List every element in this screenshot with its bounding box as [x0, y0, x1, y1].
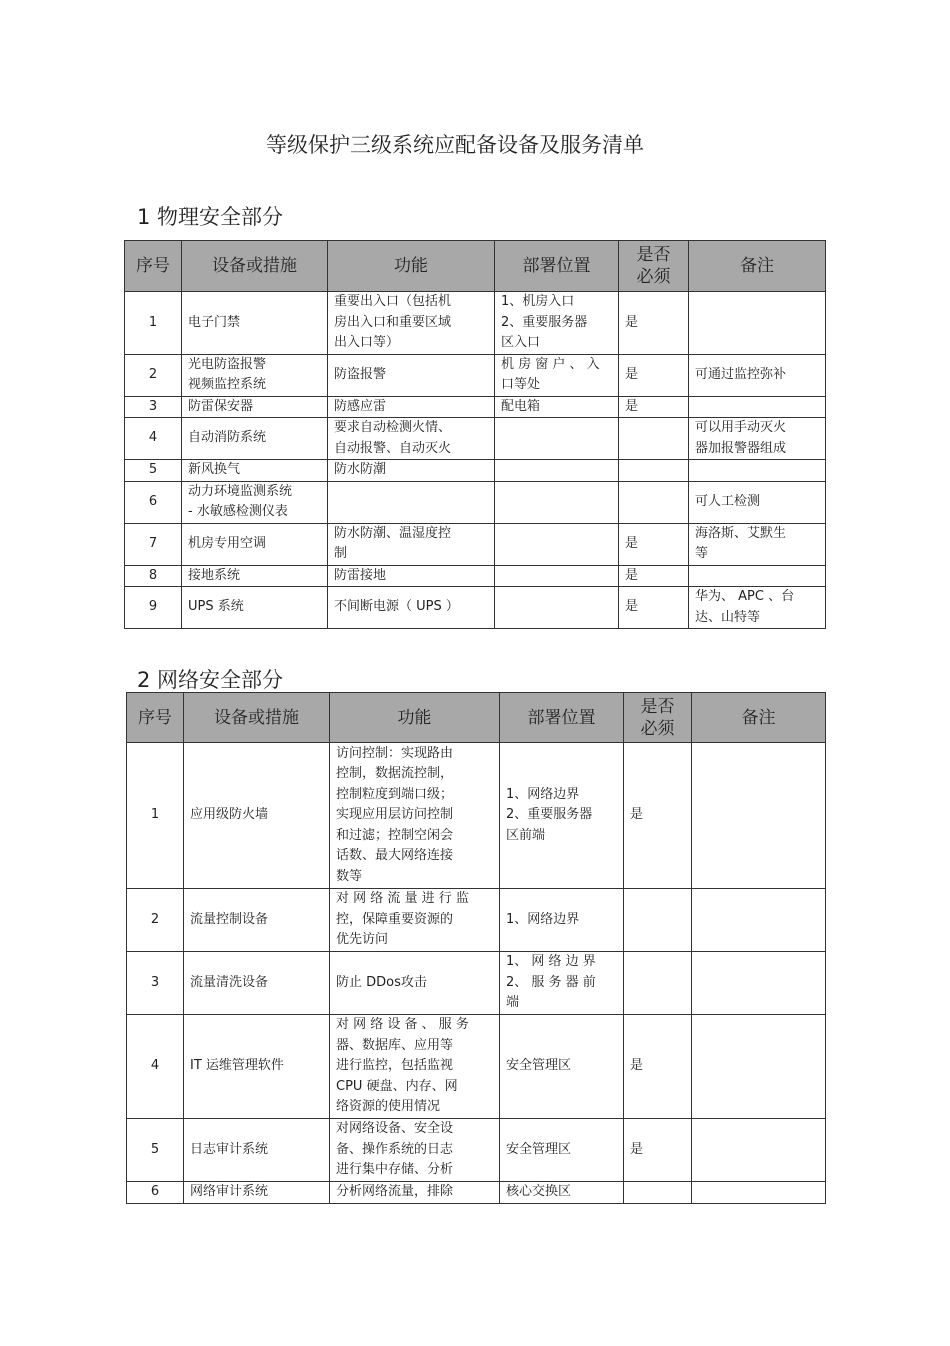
header-cell: 设备或措施	[182, 241, 328, 292]
cell-note: 可人工检测	[689, 481, 826, 523]
table-row	[125, 396, 826, 418]
cell-location: 1、网络边界 2、重要服务器 区前端	[500, 743, 624, 889]
cell-required: 是	[624, 743, 692, 889]
cell-required: 是	[624, 1015, 692, 1119]
cell-note	[689, 565, 826, 587]
header-cell: 是否 必须	[619, 241, 689, 292]
cell-note	[692, 889, 826, 952]
cell-device: 接地系统	[182, 565, 328, 587]
cell-required	[624, 1182, 692, 1204]
header-cell: 备注	[689, 241, 826, 292]
table-header-row	[127, 693, 826, 743]
cell-required: 是	[619, 292, 689, 355]
header-cell: 序号	[125, 241, 182, 292]
cell-note	[689, 460, 826, 482]
cell-device: 光电防盗报警 视频监控系统	[182, 354, 328, 396]
cell-index: 2	[125, 354, 182, 396]
cell-index: 8	[125, 565, 182, 587]
table-row	[125, 523, 826, 565]
cell-function: 分析网络流量，排除	[330, 1182, 500, 1204]
cell-note: 可通过监控弥补	[689, 354, 826, 396]
cell-function: 防雷接地	[328, 565, 495, 587]
header-cell: 部署位置	[500, 693, 624, 743]
table-row	[127, 743, 826, 889]
cell-required: 是	[619, 396, 689, 418]
cell-device: 自动消防系统	[182, 418, 328, 460]
cell-function: 对 网 络 流 量 进 行 监 控，保障重要资源的 优先访问	[330, 889, 500, 952]
header-cell: 是否 必须	[624, 693, 692, 743]
cell-note	[692, 952, 826, 1015]
header-cell: 部署位置	[495, 241, 619, 292]
cell-required	[619, 481, 689, 523]
cell-device: 动力环境监测系统 - 水敏感检测仪表	[182, 481, 328, 523]
cell-required	[619, 418, 689, 460]
physical-security-table	[124, 240, 826, 629]
cell-note	[692, 743, 826, 889]
table-row	[125, 481, 826, 523]
table-row	[127, 1015, 826, 1119]
cell-index: 7	[125, 523, 182, 565]
cell-device: 机房专用空调	[182, 523, 328, 565]
cell-index: 3	[125, 396, 182, 418]
cell-device: 新风换气	[182, 460, 328, 482]
document-title: 等级保护三级系统应配备设备及服务清单	[266, 133, 644, 157]
cell-function: 对 网 络 设 备 、 服 务 器、数据库、应用等 进行监控，包括监视 CPU 硬盘、内存、网 络资源的使用情况	[330, 1015, 500, 1119]
cell-location: 1、 网 络 边 界 2、 服 务 器 前 端	[500, 952, 624, 1015]
cell-index: 6	[127, 1182, 184, 1204]
cell-note: 可以用手动灭火 器加报警器组成	[689, 418, 826, 460]
table-row	[125, 418, 826, 460]
cell-index: 4	[127, 1015, 184, 1119]
cell-function: 防感应雷	[328, 396, 495, 418]
cell-note	[692, 1015, 826, 1119]
cell-required: 是	[624, 1119, 692, 1182]
table-row	[127, 1119, 826, 1182]
cell-function: 防盗报警	[328, 354, 495, 396]
table-row	[127, 889, 826, 952]
cell-location: 1、网络边界	[500, 889, 624, 952]
cell-function: 重要出入口（包括机 房出入口和重要区域 出入口等）	[328, 292, 495, 355]
cell-device: 防雷保安器	[182, 396, 328, 418]
cell-function: 不间断电源（ UPS ）	[328, 587, 495, 629]
cell-location	[495, 523, 619, 565]
cell-function: 防水防潮	[328, 460, 495, 482]
cell-device: 电子门禁	[182, 292, 328, 355]
cell-required	[624, 952, 692, 1015]
table-row	[127, 952, 826, 1015]
cell-location: 核心交换区	[500, 1182, 624, 1204]
cell-index: 5	[125, 460, 182, 482]
header-cell: 序号	[127, 693, 184, 743]
cell-note	[692, 1182, 826, 1204]
cell-required: 是	[619, 565, 689, 587]
cell-device: IT 运维管理软件	[184, 1015, 330, 1119]
cell-required: 是	[619, 354, 689, 396]
cell-function: 防水防潮、温湿度控 制	[328, 523, 495, 565]
cell-function: 要求自动检测火情、 自动报警、自动灭火	[328, 418, 495, 460]
cell-location	[495, 587, 619, 629]
cell-location	[495, 418, 619, 460]
cell-device: 网络审计系统	[184, 1182, 330, 1204]
table-row	[125, 354, 826, 396]
cell-device: 流量清洗设备	[184, 952, 330, 1015]
cell-location: 机 房 窗 户 、 入 口等处	[495, 354, 619, 396]
cell-function	[328, 481, 495, 523]
cell-device: 流量控制设备	[184, 889, 330, 952]
cell-required	[624, 889, 692, 952]
cell-index: 3	[127, 952, 184, 1015]
cell-index: 2	[127, 889, 184, 952]
cell-location: 安全管理区	[500, 1119, 624, 1182]
cell-device: 应用级防火墙	[184, 743, 330, 889]
cell-function: 防止 DDos攻击	[330, 952, 500, 1015]
cell-required: 是	[619, 587, 689, 629]
cell-note: 华为、 APC 、台 达、山特等	[689, 587, 826, 629]
table-row	[125, 587, 826, 629]
table-row	[125, 460, 826, 482]
cell-note	[692, 1119, 826, 1182]
cell-note	[689, 292, 826, 355]
cell-location	[495, 460, 619, 482]
cell-device: UPS 系统	[182, 587, 328, 629]
header-cell: 功能	[330, 693, 500, 743]
cell-index: 1	[125, 292, 182, 355]
cell-function: 访问控制：实现路由 控制，数据流控制， 控制粒度到端口级； 实现应用层访问控制 和过滤；控制空闲会 话数、最大网络连接 数等	[330, 743, 500, 889]
cell-required	[619, 460, 689, 482]
section-heading-network: 2 网络安全部分	[137, 668, 284, 692]
header-cell: 功能	[328, 241, 495, 292]
cell-location	[495, 565, 619, 587]
table-header-row	[125, 241, 826, 292]
cell-index: 6	[125, 481, 182, 523]
cell-index: 9	[125, 587, 182, 629]
cell-location	[495, 481, 619, 523]
table-row	[125, 292, 826, 355]
cell-location: 配电箱	[495, 396, 619, 418]
table-row	[125, 565, 826, 587]
cell-device: 日志审计系统	[184, 1119, 330, 1182]
cell-location: 1、机房入口 2、重要服务器 区入口	[495, 292, 619, 355]
cell-location: 安全管理区	[500, 1015, 624, 1119]
cell-index: 1	[127, 743, 184, 889]
section-heading-physical: 1 物理安全部分	[137, 205, 284, 229]
cell-index: 4	[125, 418, 182, 460]
cell-function: 对网络设备、安全设 备、操作系统的日志 进行集中存储、分析	[330, 1119, 500, 1182]
network-security-table	[126, 692, 826, 1204]
cell-note: 海洛斯、艾默生 等	[689, 523, 826, 565]
header-cell: 设备或措施	[184, 693, 330, 743]
cell-note	[689, 396, 826, 418]
header-cell: 备注	[692, 693, 826, 743]
table-row	[127, 1182, 826, 1204]
cell-index: 5	[127, 1119, 184, 1182]
cell-required: 是	[619, 523, 689, 565]
